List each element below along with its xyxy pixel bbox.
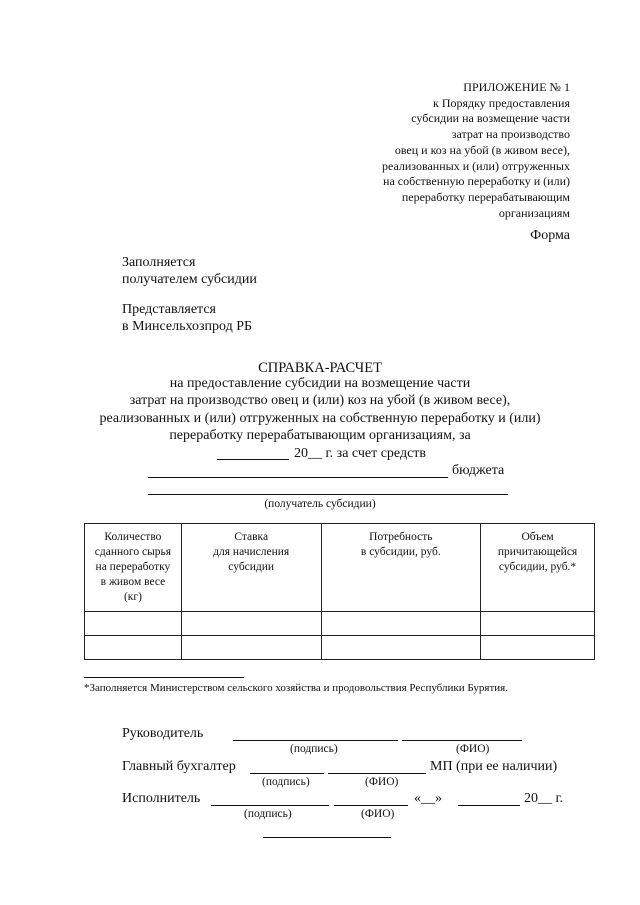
table-cell[interactable] [85, 612, 182, 636]
accountant-signature-blank[interactable] [250, 773, 324, 774]
recipient-blank[interactable] [148, 494, 508, 495]
column-header-rate: Ставка для начисления субсидии [181, 524, 321, 612]
filled-by-line: получателем субсидии [122, 272, 257, 287]
table-cell[interactable] [481, 612, 595, 636]
footnote: *Заполняется Министерством сельского хозяйства и продовольствия Республики Бурятия. [84, 682, 508, 694]
executor-label: Исполнитель [122, 791, 201, 806]
budget-word: бюджета [452, 463, 505, 478]
accountant-name-blank[interactable] [328, 773, 426, 774]
year-line: 20__ г. за счет средств [294, 446, 427, 461]
annex-line: на собственную переработку и (или) [383, 174, 570, 189]
executor-name-blank[interactable] [334, 805, 408, 806]
document-title: СПРАВКА-РАСЧЕТ [258, 360, 382, 376]
date-year: 20__ г. [524, 791, 564, 806]
period-blank[interactable] [217, 459, 289, 460]
heading-line: на предоставление субсидии на возмещение части [169, 376, 471, 391]
name-caption: (ФИО) [365, 776, 399, 788]
date-month-blank[interactable] [458, 805, 520, 806]
annex-line: реализованных и (или) отгруженных [381, 158, 570, 173]
filled-by-note [122, 254, 257, 288]
head-label: Руководитель [122, 726, 204, 741]
table-cell[interactable] [481, 636, 595, 660]
date-day: «__» [414, 791, 442, 806]
annex-line: переработку перерабатывающим [401, 189, 570, 204]
submitted-to-line: в Минсельхозпрод РБ [122, 319, 253, 334]
head-name-blank[interactable] [402, 740, 522, 741]
heading-line: переработку перерабатывающим организациям, за [169, 428, 471, 443]
calculation-table [84, 523, 595, 660]
annex-title: ПРИЛОЖЕНИЕ № 1 [463, 80, 570, 94]
phone-blank[interactable] [263, 837, 391, 838]
table-row [85, 612, 595, 636]
form-label: Форма [530, 228, 570, 243]
annex-line: к Порядку предоставления [432, 95, 570, 110]
footnote-divider [84, 677, 244, 678]
filled-by-line: Заполняется [122, 255, 196, 270]
name-caption: (ФИО) [361, 808, 395, 820]
table-cell[interactable] [321, 636, 481, 660]
table-cell[interactable] [181, 636, 321, 660]
table-cell[interactable] [321, 612, 481, 636]
stamp-note: МП (при ее наличии) [430, 759, 558, 774]
column-header-amount: Объем причитающейся субсидии, руб.* [481, 524, 595, 612]
column-header-quantity: Количество сданного сырья на переработку в живом весе (кг) [85, 524, 182, 612]
table-header-row [85, 524, 595, 612]
annex-line: субсидии на возмещение части [411, 111, 570, 126]
annex-line: затрат на производство [451, 127, 570, 142]
submitted-to-line: Представляется [122, 302, 216, 317]
budget-source-blank[interactable] [148, 477, 448, 478]
executor-signature-blank[interactable] [211, 805, 329, 806]
recipient-caption: (получатель субсидии) [264, 498, 376, 510]
signature-caption: (подпись) [262, 776, 310, 788]
table-row [85, 636, 595, 660]
heading-line: реализованных и (или) отгруженных на собственную переработку и (или) [99, 411, 541, 426]
signature-caption: (подпись) [290, 743, 338, 755]
signature-caption: (подпись) [244, 808, 292, 820]
table-cell[interactable] [85, 636, 182, 660]
annex-block [382, 80, 570, 221]
annex-line: овец и коз на убой (в живом весе), [394, 142, 570, 157]
head-signature-blank[interactable] [233, 740, 398, 741]
column-header-need: Потребность в субсидии, руб. [321, 524, 481, 612]
table-cell[interactable] [181, 612, 321, 636]
name-caption: (ФИО) [456, 743, 490, 755]
chief-accountant-label: Главный бухгалтер [122, 759, 236, 774]
submitted-to-note [122, 301, 252, 335]
heading-line: затрат на производство овец и (или) коз на убой (в живом весе), [129, 393, 511, 408]
annex-line: организациям [498, 205, 570, 220]
